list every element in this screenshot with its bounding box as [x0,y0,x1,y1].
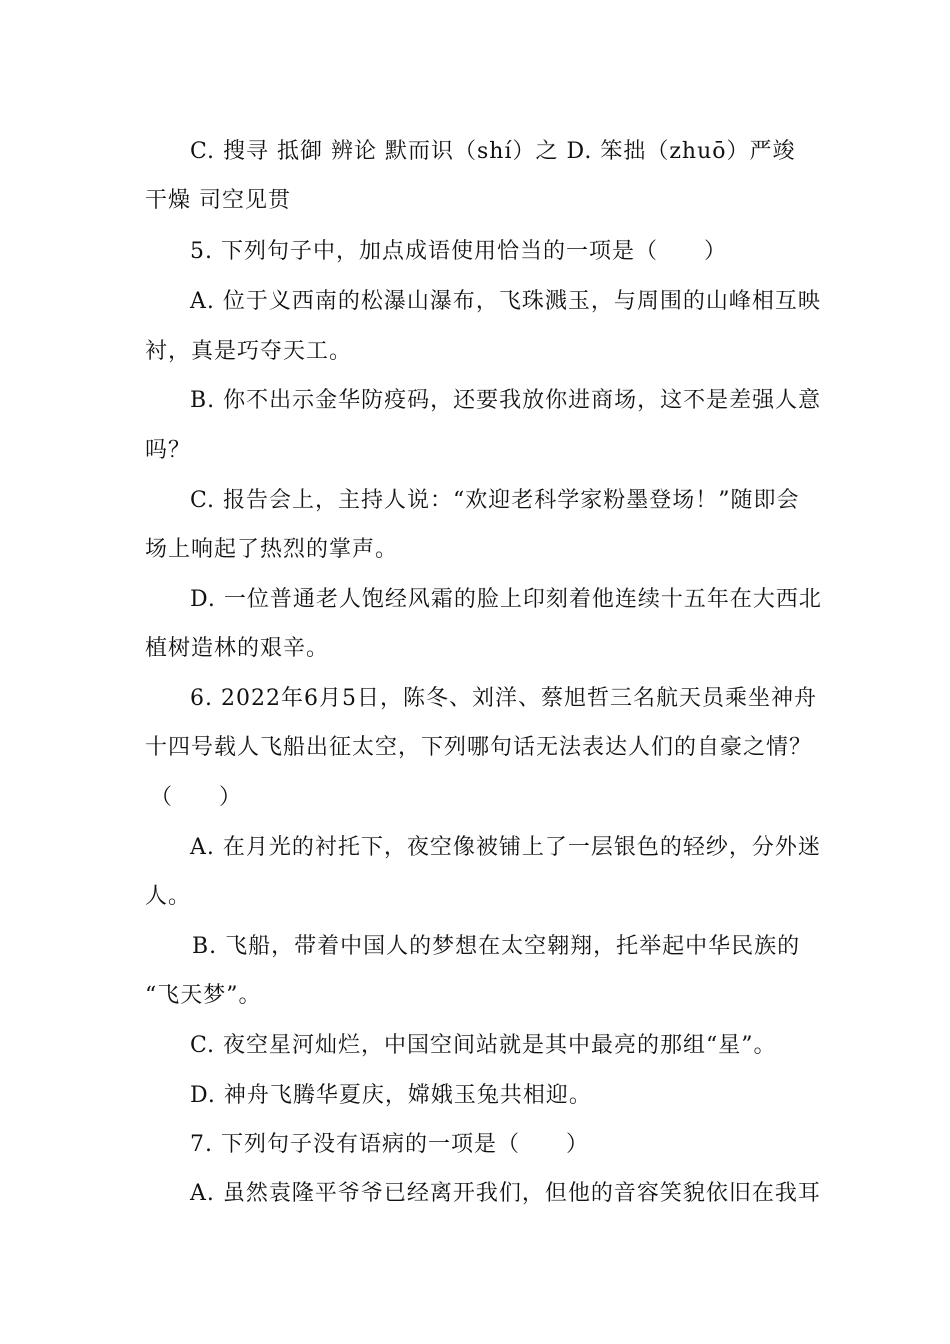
question-6: 6. 2022年6月5日，陈冬、刘洋、蔡旭哲三名航天员乘坐神舟 [190,686,817,711]
text-line: “飞天梦”。 [145,983,262,1008]
text-line: 植树造林的艰辛。 [145,636,330,661]
text-line: 衬，真是巧夺天工。 [145,339,353,364]
text-line: 人。 [145,884,192,909]
text-line: 十四号载人飞船出征太空，下列哪句话无法表达人们的自豪之情？ [145,735,813,760]
option-a: A. 位于义西南的松瀑山瀑布，飞珠溅玉，与周围的山峰相互映 [190,289,821,314]
option-d: D. 神舟飞腾华夏庆，嫦娥玉兔共相迎。 [190,1083,592,1108]
question-5: 5. 下列句子中，加点成语使用恰当的一项是（ ） [190,239,727,264]
text-line: 干燥 司空见贯 [145,188,291,213]
option-b: B. 飞船，带着中国人的梦想在太空翱翔，托举起中华民族的 [192,934,801,959]
option-b: B. 你不出示金华防疫码，还要我放你进商场，这不是差强人意 [190,388,822,413]
text-line: 吗？ [145,438,192,463]
option-a: A. 在月光的衬托下，夜空像被铺上了一层银色的轻纱，分外迷 [190,835,821,860]
option-d: D. 一位普通老人饱经风霜的脸上印刻着他连续十五年在大西北 [190,587,822,612]
answer-blank: （ ） [150,785,243,810]
option-c: C. 夜空星河灿烂，中国空间站就是其中最亮的那组“星”。 [190,1033,777,1058]
text-line: C. 搜寻 抵御 辨论 默而识（shí）之 D. 笨拙（zhuō）严竣 [190,139,796,164]
option-a: A. 虽然袁隆平爷爷已经离开我们，但他的音容笑貌依旧在我耳 [190,1181,821,1206]
option-c: C. 报告会上，主持人说：“欢迎老科学家粉墨登场！”随即会 [190,488,800,513]
question-7: 7. 下列句子没有语病的一项是（ ） [190,1132,589,1157]
text-line: 场上响起了热烈的掌声。 [145,537,399,562]
